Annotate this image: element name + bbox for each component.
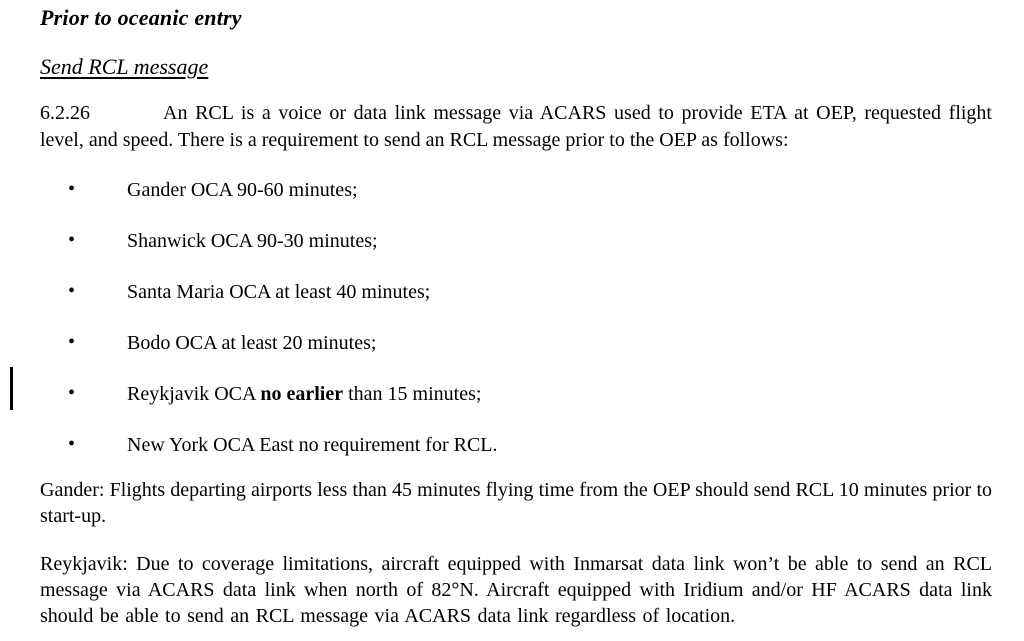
paragraph-6-2-26 <box>40 100 992 154</box>
bullet-item <box>40 432 992 458</box>
bullet-icon: • <box>68 331 76 353</box>
paragraph-number: 6.2.26 <box>40 102 90 124</box>
bullet-list <box>40 177 992 483</box>
section-title: Prior to oceanic entry <box>40 5 242 30</box>
bullet-item <box>40 330 992 356</box>
bullet-icon: • <box>68 280 76 302</box>
note-reykjavik: Reykjavik: Due to coverage limitations, aircraft equipped with Inmarsat data link won’t be able to send an RCL message via ACARS data link when north of 82°N. Aircraft equipped with Iridium and/or HF ACARS data link should be able to send an RCL message via ACARS data link regardless of location. <box>40 553 992 627</box>
section-subheading: Send RCL message <box>40 54 209 79</box>
revision-change-bar <box>10 367 13 410</box>
paragraph-text: An RCL is a voice or data link message via ACARS used to provide ETA at OEP, requested flight level, and speed. There is a requirement to send an RCL message prior to the OEP as follows: <box>40 102 992 151</box>
bullet-text: Gander OCA 90-60 minutes; <box>127 179 358 201</box>
bullet-icon: • <box>68 382 76 404</box>
bullet-text: Santa Maria OCA at least 40 minutes; <box>127 281 431 303</box>
bullet-item <box>40 228 992 254</box>
note-gander: Gander: Flights departing airports less than 45 minutes flying time from the OEP should send RCL 10 minutes prior to start-up. <box>40 479 992 527</box>
bullet-text: Shanwick OCA 90-30 minutes; <box>127 230 378 252</box>
bullet-icon: • <box>68 433 76 455</box>
bullet-item <box>40 177 992 203</box>
bullet-text: New York OCA East no requirement for RCL. <box>127 434 498 456</box>
bullet-text: Bodo OCA at least 20 minutes; <box>127 332 377 354</box>
bullet-item <box>40 279 992 305</box>
bullet-text: Reykjavik OCA no earlier than 15 minutes; <box>127 383 482 405</box>
bullet-icon: • <box>68 178 76 200</box>
bullet-icon: • <box>68 229 76 251</box>
bullet-item <box>40 381 992 407</box>
